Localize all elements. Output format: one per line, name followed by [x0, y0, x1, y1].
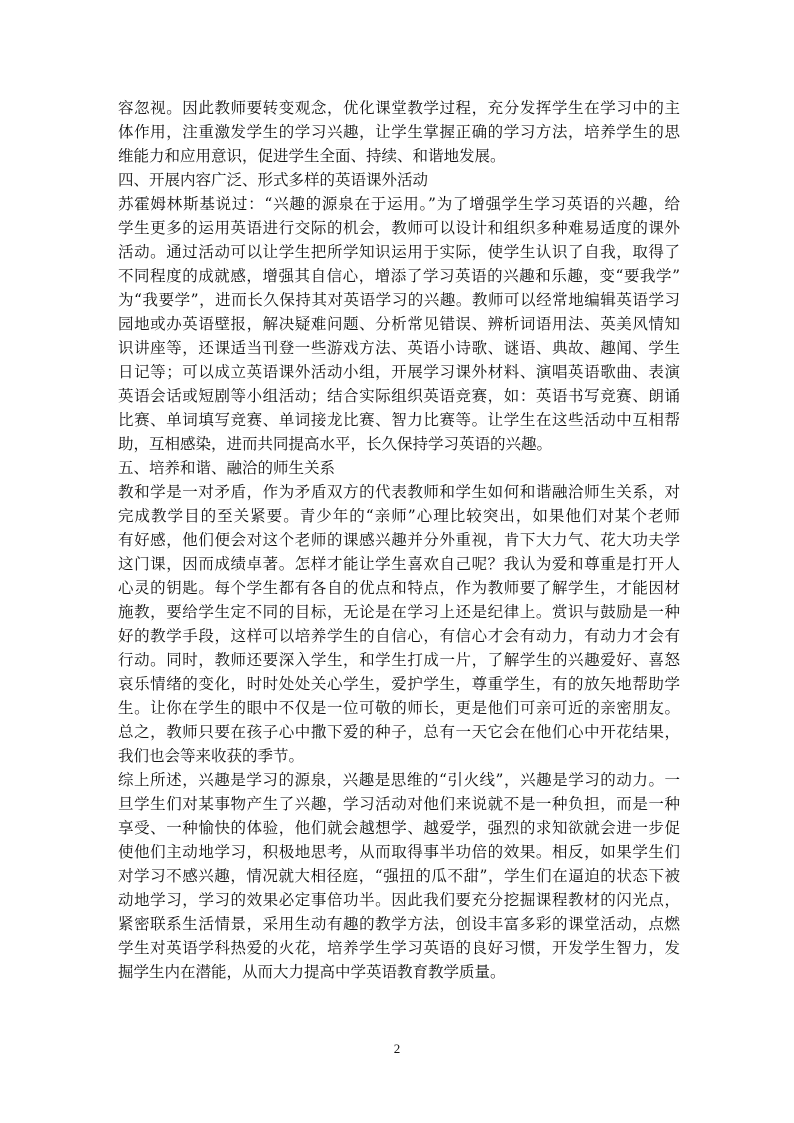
text-line: 学生更多的运用英语进行交际的机会，教师可以设计和组织多种难易适度的课外: [118, 219, 680, 237]
page-number: 2: [393, 1041, 401, 1056]
text-line: 有好感，他们便会对这个老师的课感兴趣并分外重视，肯下大力气、花大功夫学: [118, 531, 680, 549]
text-line: 掘学生内在潜能，从而大力提高中学英语教育教学质量。: [118, 963, 506, 981]
text-line: 行动。同时，教师还要深入学生，和学生打成一片，了解学生的兴趣爱好、喜怒: [118, 651, 680, 669]
text-line: 维能力和应用意识，促进学生全面、持续、和谐地发展。: [118, 147, 506, 165]
text-line: 好的教学手段，这样可以培养学生的自信心，有信心才会有动力，有动力才会有: [118, 627, 680, 645]
section-heading-5: [118, 456, 680, 480]
text-line: 苏霍姆林斯基说过：“兴趣的源泉在于运用。”为了增强学生学习英语的兴趣，给: [118, 195, 680, 213]
text-line: 体作用，注重激发学生的学习兴趣，让学生掌握正确的学习方法，培养学生的思: [118, 123, 680, 141]
text-line: 使他们主动地学习，积极地思考，从而取得事半功倍的效果。相反，如果学生们: [118, 843, 680, 861]
text-line: 旦学生们对某事物产生了兴趣，学习活动对他们来说就不是一种负担，而是一种: [118, 795, 680, 813]
text-line: 不同程度的成就感，增强其自信心，增添了学习英语的兴趣和乐趣，变“要我学”: [118, 267, 680, 285]
text-line: 对学习不感兴趣，情况就大相径庭，“强扭的瓜不甜”，学生们在逼迫的状态下被: [118, 867, 680, 885]
text-line: 享受、一种愉快的体验，他们就会越想学、越爱学，强烈的求知欲就会进一步促: [118, 819, 680, 837]
text-line: 识讲座等，还课适当刊登一些游戏方法、英语小诗歌、谜语、典故、趣闻、学生: [118, 339, 680, 357]
section-heading-text: 五、培养和谐、融洽的师生关系: [118, 459, 336, 477]
text-line: 比赛、单词填写竞赛、单词接龙比赛、智力比赛等。让学生在这些活动中互相帮: [118, 411, 680, 429]
text-line: 日记等；可以成立英语课外活动小组，开展学习课外材料、演唱英语歌曲、表演: [118, 363, 680, 381]
text-line: 完成教学目的至关紧要。青少年的“亲师”心理比较突出，如果他们对某个老师: [118, 507, 680, 525]
text-line: 为“我要学”，进而长久保持其对英语学习的兴趣。教师可以经常地编辑英语学习: [118, 291, 680, 309]
text-line: 我们也会等来收获的季节。: [118, 747, 305, 765]
text-line: 动地学习，学习的效果必定事倍功半。因此我们要充分挖掘课程教材的闪光点，: [118, 891, 680, 909]
text-line: 这门课，因而成绩卓著。怎样才能让学生喜欢自己呢？我认为爱和尊重是打开人: [118, 555, 680, 573]
paragraph-conclusion: [118, 768, 680, 984]
section-heading-4: [118, 168, 680, 192]
text-line: 英语会话或短剧等小组活动；结合实际组织英语竞赛，如：英语书写竞赛、朗诵: [118, 387, 680, 405]
text-line: 活动。通过活动可以让学生把所学知识运用于实际，使学生认识了自我，取得了: [118, 243, 680, 261]
text-line: 教和学是一对矛盾，作为矛盾双方的代表教师和学生如何和谐融洽师生关系，对: [118, 483, 680, 501]
text-line: 助，互相感染，进而共同提高水平，长久保持学习英语的兴趣。: [118, 435, 553, 453]
paragraph-section-4: [118, 192, 680, 456]
text-line: 学生对英语学科热爱的火花，培养学生学习英语的良好习惯，开发学生智力，发: [118, 939, 680, 957]
section-heading-text: 四、开展内容广泛、形式多样的英语课外活动: [118, 171, 429, 189]
document-body: [118, 96, 680, 984]
text-line: 综上所述，兴趣是学习的源泉，兴趣是思维的“引火线”，兴趣是学习的动力。一: [118, 771, 680, 789]
text-line: 总之，教师只要在孩子心中撒下爱的种子，总有一天它会在他们心中开花结果，: [118, 723, 680, 741]
text-line: 心灵的钥匙。每个学生都有各自的优点和特点，作为教师要了解学生，才能因材: [118, 579, 680, 597]
text-line: 施教，要给学生定不同的目标，无论是在学习上还是纪律上。赏识与鼓励是一种: [118, 603, 680, 621]
paragraph-section-5: [118, 480, 680, 768]
text-line: 生。让你在学生的眼中不仅是一位可敬的师长，更是他们可亲可近的亲密朋友。: [118, 699, 680, 717]
text-line: 哀乐情绪的变化，时时处处关心学生，爱护学生，尊重学生，有的放矢地帮助学: [118, 675, 680, 693]
paragraph-continuation: [118, 96, 680, 168]
text-line: 园地或办英语壁报，解决疑难问题、分析常见错误、辨析词语用法、英美风情知: [118, 315, 680, 333]
text-line: 紧密联系生活情景，采用生动有趣的教学方法，创设丰富多彩的课堂活动，点燃: [118, 915, 680, 933]
text-line: 容忽视。因此教师要转变观念，优化课堂教学过程，充分发挥学生在学习中的主: [118, 99, 680, 117]
